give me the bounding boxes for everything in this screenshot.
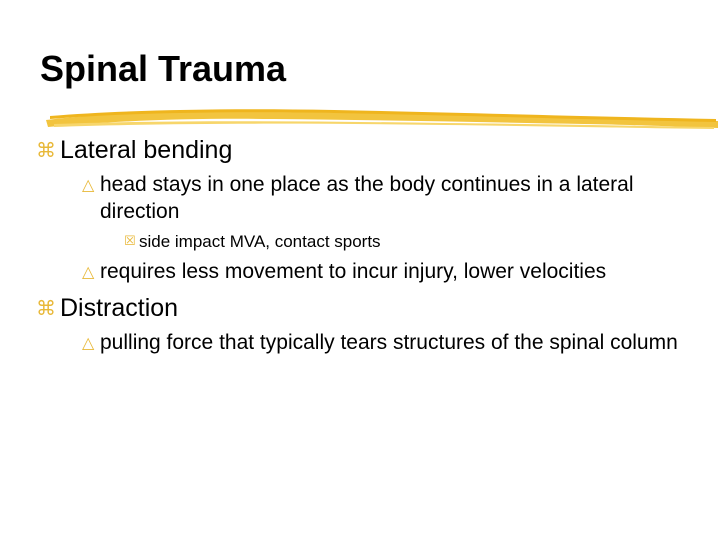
triangle-bullet-icon: △ bbox=[82, 333, 95, 352]
x-box-bullet-icon: ☒ bbox=[124, 234, 136, 249]
list-item-text: head stays in one place as the body continues in a lateral direction bbox=[100, 173, 634, 223]
page-title: Spinal Trauma bbox=[40, 48, 287, 89]
triangle-bullet-icon: △ bbox=[82, 262, 95, 281]
list-item-text: side impact MVA, contact sports bbox=[139, 232, 381, 251]
list-item bbox=[36, 293, 696, 324]
list-item-text: pulling force that typically tears structures of the spinal column bbox=[100, 331, 678, 354]
list-item bbox=[82, 329, 696, 356]
slide-body bbox=[36, 133, 696, 356]
list-item-text: Distraction bbox=[60, 294, 179, 322]
list-item bbox=[82, 258, 696, 285]
spacer bbox=[36, 285, 696, 291]
list-item-text: Lateral bending bbox=[60, 136, 233, 164]
list-item bbox=[124, 230, 696, 253]
list-item bbox=[82, 171, 696, 225]
brush-stroke-decoration bbox=[44, 104, 720, 130]
triangle-bullet-icon: △ bbox=[82, 175, 95, 194]
clover-bullet-icon: ⌘ bbox=[36, 296, 56, 320]
list-item-text: requires less movement to incur injury, lower velocities bbox=[100, 260, 607, 283]
list-item bbox=[36, 135, 696, 166]
clover-bullet-icon: ⌘ bbox=[36, 138, 56, 162]
